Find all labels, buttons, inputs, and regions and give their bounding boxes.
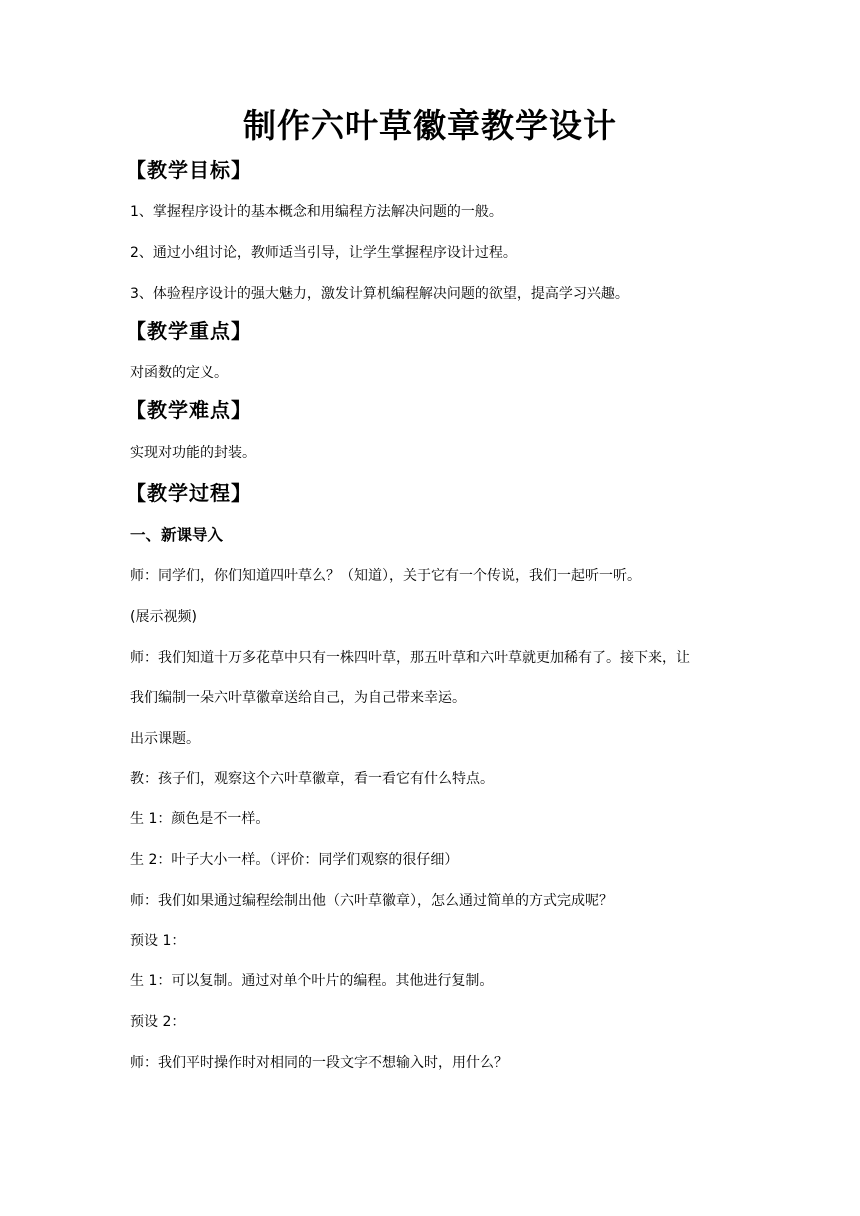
difficulties-text: 实现对功能的封装。: [130, 445, 256, 461]
process-subheading: 一、新课导入: [130, 526, 224, 544]
objective-item-3: 3、体验程序设计的强大魅力，激发计算机编程解决问题的欲望，提高学习兴趣。: [130, 286, 629, 302]
process-paragraph: 生 1：颜色是不一样。: [130, 811, 270, 827]
process-paragraph: 教：孩子们，观察这个六叶草徽章，看一看它有什么特点。: [130, 771, 494, 787]
process-paragraph: (展示视频): [130, 609, 197, 625]
process-paragraph: 师：我们知道十万多花草中只有一株四叶草，那五叶草和六叶草就更加稀有了。接下来，让: [130, 650, 690, 666]
section-heading-difficulties: 【教学难点】: [126, 398, 252, 422]
process-paragraph: 出示课题。: [130, 731, 200, 747]
process-paragraph: 预设 1：: [130, 933, 186, 949]
process-paragraph: 师：同学们，你们知道四叶草么？（知道），关于它有一个传说，我们一起听一听。: [130, 568, 641, 584]
process-paragraph: 预设 2：: [130, 1014, 186, 1030]
process-paragraph: 师：我们平时操作时对相同的一段文字不想输入时，用什么？: [130, 1055, 508, 1071]
section-heading-key-points: 【教学重点】: [126, 319, 252, 343]
process-paragraph: 师：我们如果通过编程绘制出他（六叶草徽章），怎么通过简单的方式完成呢？: [130, 893, 613, 909]
process-paragraph: 生 1：可以复制。通过对单个叶片的编程。其他进行复制。: [130, 973, 494, 989]
process-paragraph: 我们编制一朵六叶草徽章送给自己，为自己带来幸运。: [130, 690, 466, 706]
document-title: 制作六叶草徽章教学设计: [243, 106, 617, 145]
process-paragraph: 生 2：叶子大小一样。（评价：同学们观察的很仔细）: [130, 852, 459, 868]
section-heading-process: 【教学过程】: [126, 481, 252, 505]
objective-item-2: 2、通过小组讨论，教师适当引导，让学生掌握程序设计过程。: [130, 245, 517, 261]
section-heading-objectives: 【教学目标】: [126, 158, 252, 182]
objective-item-1: 1、掌握程序设计的基本概念和用编程方法解决问题的一般。: [130, 204, 503, 220]
key-points-text: 对函数的定义。: [130, 365, 228, 381]
